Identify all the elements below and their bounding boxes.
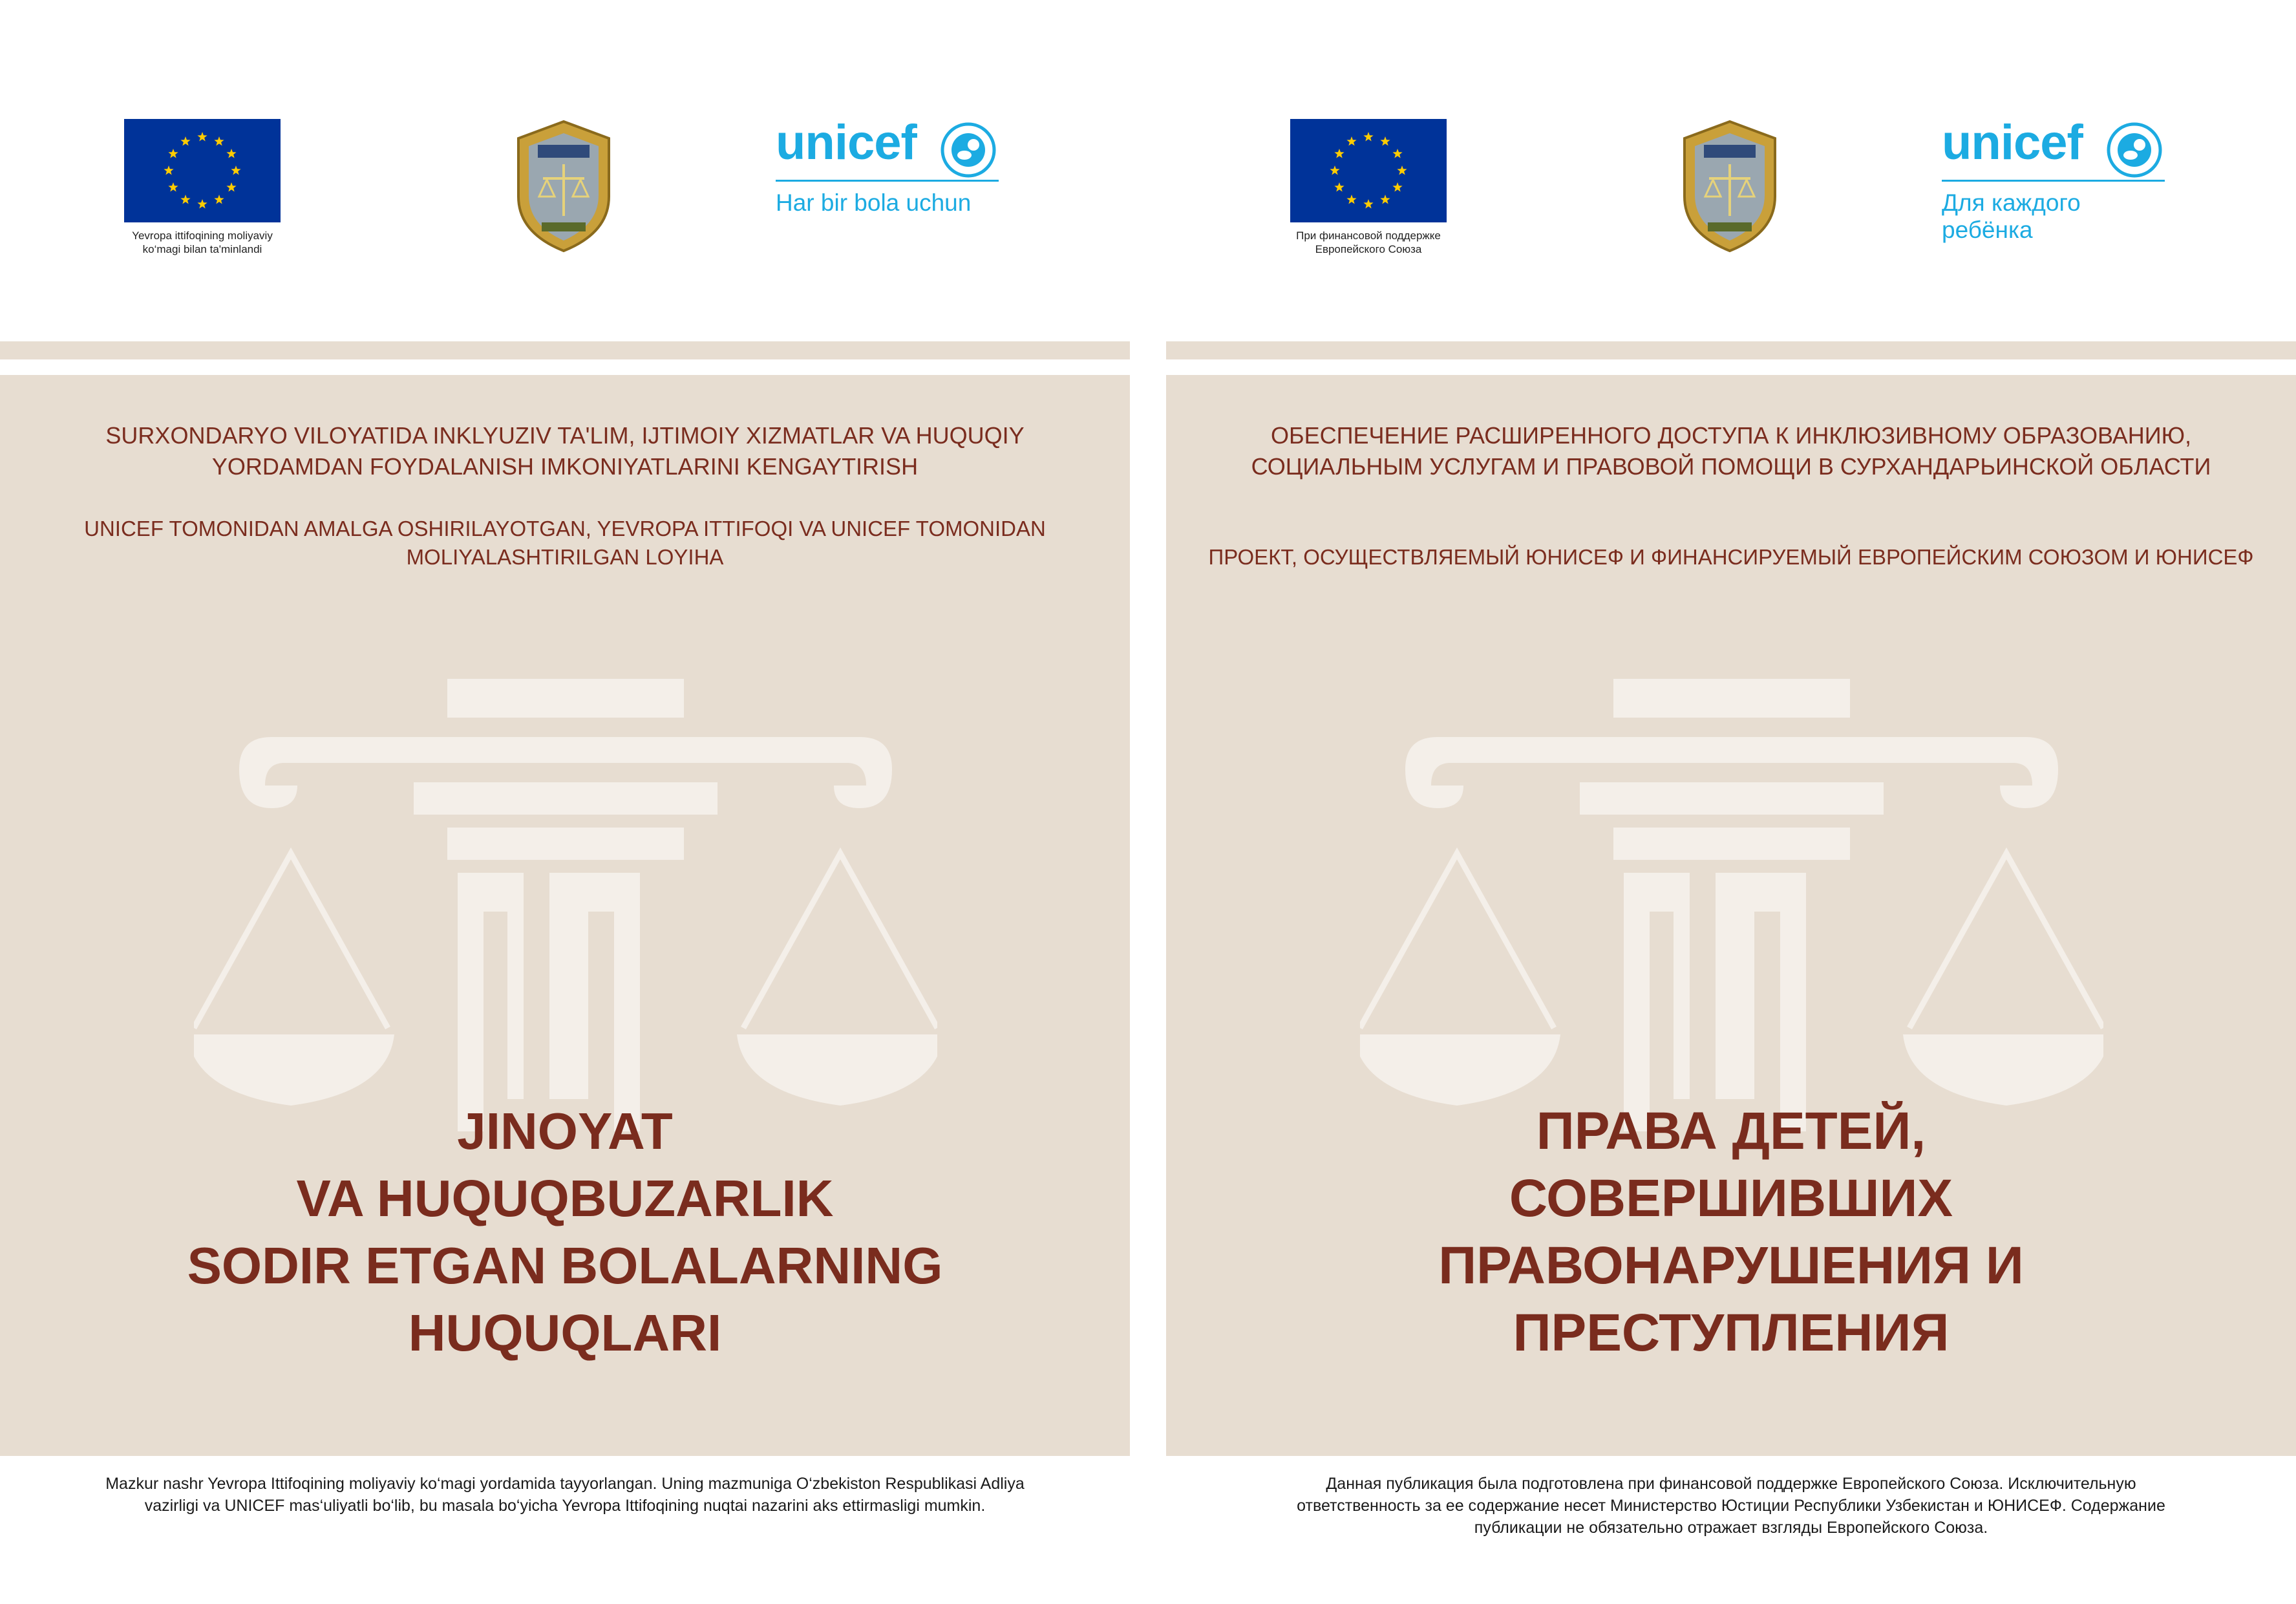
eu-star-icon: [226, 149, 236, 158]
project-title: SURXONDARYO VILOYATIDA INKLYUZIV TA'LIM, IJTIMOIY XIZMATLAR VA HUQUQIY YORDAMDAN FOYDALANISH IMKONIYATLARINI KENGAYTIRISH: [105, 422, 1025, 480]
justice-pillar-scales-icon: [194, 679, 937, 1131]
decorative-band: [0, 341, 1130, 359]
eu-star-icon: [197, 132, 207, 142]
eu-star-icon: [1392, 182, 1402, 192]
eu-caption: Yevropa ittifoqining moliyaviy ko‘magi bilan ta'minlandi: [132, 230, 273, 255]
eu-star-icon: [1363, 132, 1373, 142]
main-title: ПРАВА ДЕТЕЙ, СОВЕРШИВШИХ ПРАВОНАРУШЕНИЯ И ПРЕСТУПЛЕНИЯ: [1438, 1102, 2024, 1362]
cover-page-uzbek: [0, 0, 1130, 1604]
eu-star-icon: [226, 182, 236, 192]
eu-star-icon: [1334, 182, 1344, 192]
eu-star-icon: [197, 199, 207, 209]
eu-star-icon: [164, 166, 173, 175]
justice-pillar-scales-icon: [1360, 679, 2103, 1131]
eu-star-icon: [168, 182, 178, 192]
project-title: ОБЕСПЕЧЕНИЕ РАСШИРЕННОГО ДОСТУПА К ИНКЛЮЗИВНОМУ ОБРАЗОВАНИЮ, СОЦИАЛЬНЫМ УСЛУГАМ И ПРАВОВОЙ ПОМОЩИ В СУРХАНДАРЬИНСКОЙ ОБЛАСТИ: [1251, 422, 2211, 480]
eu-star-icon: [214, 136, 224, 145]
cover-page-russian: [1166, 0, 2296, 1604]
eu-star-icon: [1392, 149, 1402, 158]
eu-star-icon: [1346, 136, 1356, 145]
eu-star-icon: [168, 149, 178, 158]
eu-flag-icon: [1290, 119, 1447, 222]
project-subtitle: UNICEF TOMONIDAN AMALGA OSHIRILAYOTGAN, YEVROPA ITTIFOQI VA UNICEF TOMONIDAN MOLIYALASHTIRILGAN LOYIHA: [84, 517, 1046, 569]
eu-star-icon: [1363, 199, 1373, 209]
eu-star-icon: [1334, 149, 1344, 158]
eu-caption: При финансовой поддержке Европейского Союза: [1296, 230, 1441, 255]
project-subtitle: ПРОЕКТ, ОСУЩЕСТВЛЯЕМЫЙ ЮНИСЕФ И ФИНАНСИРУЕМЫЙ ЕВРОПЕЙСКИМ СОЮЗОМ И ЮНИСЕФ: [1208, 545, 2254, 569]
ministry-of-justice-emblem-icon: [1672, 119, 1788, 253]
unicef-logo: [776, 115, 1008, 217]
eu-star-icon: [1397, 166, 1407, 175]
unicef-logo: [1942, 115, 2174, 244]
unicef-globe-icon: [2103, 119, 2165, 181]
unicef-tagline: Har bir bola uchun: [776, 189, 972, 216]
decorative-band: [1166, 341, 2296, 359]
eu-star-icon: [1346, 195, 1356, 204]
eu-flag-icon: [124, 119, 281, 222]
main-title: JINOYAT VA HUQUQBUZARLIK SODIR ETGAN BOLALARNING HUQUQLARI: [187, 1102, 943, 1362]
eu-star-icon: [1330, 166, 1339, 175]
eu-star-icon: [231, 166, 240, 175]
unicef-tagline: Для каждого ребёнка: [1942, 189, 2081, 243]
eu-star-icon: [214, 195, 224, 204]
eu-logo: [124, 119, 281, 256]
eu-star-icon: [1380, 136, 1390, 145]
disclaimer-footer: Данная публикация была подготовлена при финансовой поддержке Европейского Союза. Исключительную ответственность за ее содержание несет Министерство Юстиции Республики Узбекистан и ЮНИСЕФ. Содержание публикации не обязательно отражает взгляды Европейского Союза.: [1297, 1475, 2165, 1537]
unicef-wordmark: unicef: [1942, 115, 2083, 170]
ministry-of-justice-emblem-icon: [505, 119, 622, 253]
eu-star-icon: [180, 195, 190, 204]
unicef-wordmark: unicef: [776, 115, 917, 170]
eu-star-icon: [180, 136, 190, 145]
eu-logo: [1290, 119, 1447, 256]
unicef-globe-icon: [937, 119, 999, 181]
disclaimer-footer: Mazkur nashr Yevropa Ittifoqining moliyaviy ko‘magi yordamida tayyorlangan. Uning mazmuniga O‘zbekiston Respublikasi Adliya vazirligi va UNICEF mas‘uliyatli bo‘lib, bu masala bo‘yicha Yevropa Ittifoqining nuqtai nazarini aks ettirmasligi mumkin.: [105, 1475, 1025, 1515]
eu-star-icon: [1380, 195, 1390, 204]
